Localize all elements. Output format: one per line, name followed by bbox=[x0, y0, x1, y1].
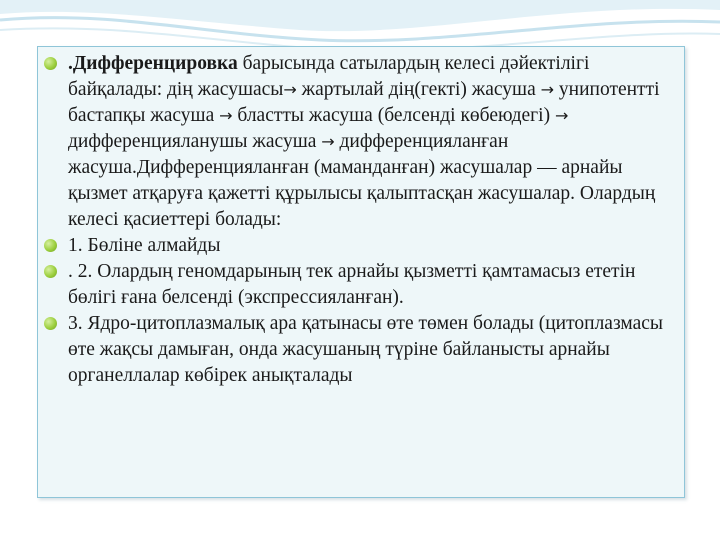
text-segment: дифференцияланушы жасуша bbox=[68, 131, 322, 152]
arrow-icon: → bbox=[321, 132, 335, 151]
list-item bbox=[38, 51, 684, 233]
list-item-text: 1. Бөліне алмайды bbox=[68, 235, 221, 256]
bullet-icon bbox=[44, 265, 57, 278]
arrow-icon: → bbox=[219, 106, 233, 125]
bullet-icon bbox=[44, 239, 57, 252]
text-segment: барысында сатылардың келесі дәйектілігі байқалады: дің жасушасы bbox=[68, 53, 590, 100]
text-segment: дифференцияланған жасуша.Дифференцияланған (маманданған) жасушалар — арнайы қызмет атқаруға қажетті құрылысы қалыптасқан жасушалар. Олардың келесі қасиеттері болады: bbox=[68, 131, 656, 230]
list-item bbox=[38, 259, 684, 311]
text-segment: жартылай дің(гекті) жасуша bbox=[296, 79, 541, 100]
bullet-icon bbox=[44, 57, 57, 70]
text-segment: бластты жасуша (белсенді көбеюдегі) bbox=[232, 105, 555, 126]
text-segment: унипотентті бастапқы жасуша bbox=[68, 79, 660, 126]
list-item bbox=[38, 233, 684, 259]
list-item-text: 3. Ядро-цитоплазмалық ара қатынасы өте төмен болады (цитоплазмасы өте жақсы дамыған, онда жасушаның түріне байланысты арнайы органеллалар көбірек анықталады bbox=[68, 313, 663, 386]
term-bold: .Дифференцировка bbox=[68, 53, 238, 74]
arrow-icon: → bbox=[283, 80, 297, 99]
arrow-icon: → bbox=[540, 80, 555, 99]
arrow-icon: → bbox=[554, 106, 569, 125]
list-item-text: . 2. Олардың геномдарының тек арнайы қызметті қамтамасыз ететін бөлігі ғана белсенді (экспрессияланған). bbox=[68, 261, 636, 308]
content-panel bbox=[37, 46, 685, 498]
bullet-list bbox=[38, 51, 684, 389]
bullet-icon bbox=[44, 317, 57, 330]
list-item bbox=[38, 311, 684, 389]
